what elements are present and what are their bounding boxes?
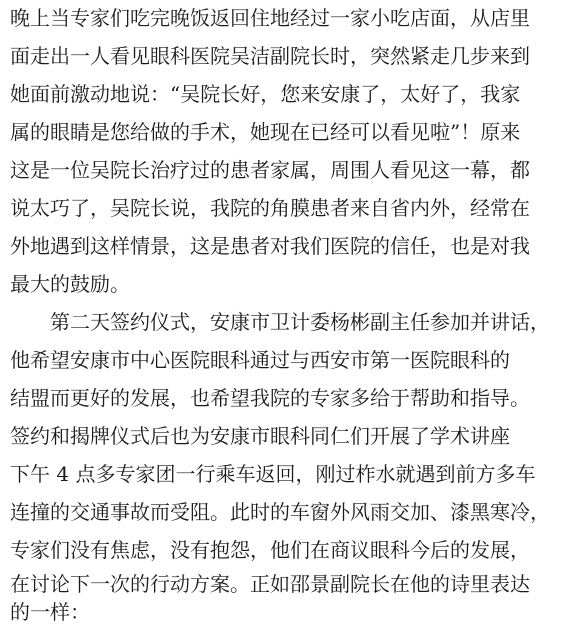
paragraph-2-line-6: 连撞的交通事故而受阻。此时的车窗外风雨交加、漆黑寒冷， xyxy=(10,500,550,524)
paragraph-1-line-6: 说太巧了，吴院长说，我院的角膜患者来自省内外，经常在 xyxy=(10,196,530,220)
paragraph-1-line-1: 晚上当专家们吃完晚饭返回住地经过一家小吃店面，从店里 xyxy=(10,6,530,30)
paragraph-2-line-2: 他希望安康市中心医院眼科通过与西安市第一医院眼科的 xyxy=(10,348,510,372)
paragraph-2-line-3: 结盟而更好的发展，也希望我院的专家多给于帮助和指导。 xyxy=(10,386,530,410)
paragraph-1-line-2: 面走出一人看见眼科医院吴洁副院长时，突然紧走几步来到 xyxy=(10,44,530,68)
paragraph-2-line-4: 签约和揭牌仪式后也为安康市眼科同仁们开展了学术讲座 xyxy=(10,424,510,448)
paragraph-1-line-5: 这是一位吴院长治疗过的患者家属，周围人看见这一幕，都 xyxy=(10,158,530,182)
paragraph-2-line-1: 第二天签约仪式，安康市卫计委杨彬副主任参加并讲话， xyxy=(50,310,550,334)
paragraph-2-line-8: 在讨论下一次的行动方案。正如邵景副院长在他的诗里表达 xyxy=(10,572,530,596)
paragraph-1-line-7: 外地遇到这样情景，这是患者对我们医院的信任，也是对我 xyxy=(10,234,530,258)
paragraph-1-line-3: 她面前激动地说：“吴院长好，您来安康了，太好了，我家 xyxy=(10,82,521,106)
paragraph-2-line-5: 下午 4 点多专家团一行乘车返回，刚过柞水就遇到前方多车 xyxy=(10,462,536,486)
paragraph-2-line-9: 的一样： xyxy=(10,600,90,624)
paragraph-2-line-7: 专家们没有焦虑，没有抱怨，他们在商议眼科今后的发展， xyxy=(10,538,530,562)
paragraph-1-line-8: 最大的鼓励。 xyxy=(10,272,130,296)
paragraph-1-line-4: 属的眼睛是您给做的手术，她现在已经可以看见啦”！原来 xyxy=(10,120,521,144)
